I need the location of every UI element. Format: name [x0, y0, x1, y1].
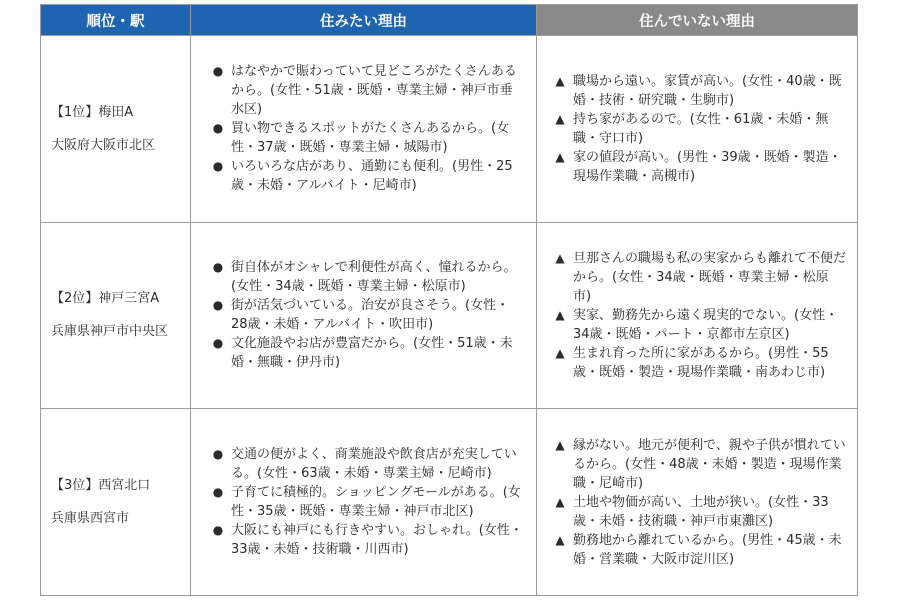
reason-text: 子育てに積極的。ショッピングモールがある。(女性・35歳・既婚・専業主婦・神戸市北区)	[231, 485, 521, 520]
reason-text: 職場から遠い。家賃が高い。(女性・40歳・既婚・技術・研究職・生駒市)	[573, 73, 842, 108]
reason-text: 街自体がオシャレで利便性が高く、憧れるから。(女性・34歳・既婚・専業主婦・松原市)	[231, 260, 517, 295]
bullet-triangle-icon: ▲	[555, 494, 565, 509]
bullet-circle-icon: ●	[212, 485, 224, 500]
ranking-table	[40, 4, 858, 596]
header-reasons-not: 住んでいない理由	[537, 5, 858, 36]
reason-text: 交通の便がよく、商業施設や飲食店が充実している。(女性・63歳・未婚・専業主婦・尼崎市)	[231, 447, 517, 482]
bullet-circle-icon: ●	[212, 523, 224, 538]
bullet-triangle-icon: ▲	[555, 250, 565, 265]
reason-text: 持ち家があるので。(女性・61歳・未婚・無職・守口市)	[573, 111, 829, 146]
header-row	[41, 5, 858, 36]
reason-text: 生まれ育った所に家があるから。(男性・55歳・既婚・製造・現場作業職・南あわじ市)	[573, 345, 829, 380]
want-reasons-cell	[191, 409, 537, 596]
list-item	[551, 531, 846, 569]
station-cell	[41, 222, 191, 409]
city-label: 大阪府大阪市北区	[51, 137, 156, 153]
list-item	[209, 62, 525, 119]
bullet-triangle-icon: ▲	[555, 111, 565, 126]
list-item	[551, 110, 846, 148]
reason-text: 街が活気づいている。治安が良さそう。(女性・28歳・未婚・アルバイト・吹田市)	[231, 298, 510, 333]
reason-text: 旦那さんの職場も私の実家からも離れて不便だから。(女性・34歳・既婚・専業主婦・松原市)	[573, 250, 847, 304]
city-label: 兵庫県神戸市中央区	[51, 324, 169, 340]
table-row	[41, 222, 858, 409]
city-label: 兵庫県西宮市	[51, 511, 130, 527]
not-reasons-cell	[537, 409, 858, 596]
table-row	[41, 36, 858, 223]
list-item	[551, 436, 846, 493]
reason-text: いろいろな店があり、通勤にも便利。(男性・25歳・未婚・アルバイト・尼崎市)	[231, 159, 513, 194]
rank-label: 【1位】梅田A	[51, 104, 134, 120]
reason-text: 勤務地から離れているから。(男性・45歳・未婚・営業職・大阪市淀川区)	[573, 532, 842, 567]
list-item	[551, 72, 846, 110]
list-item	[209, 157, 525, 195]
bullet-circle-icon: ●	[212, 64, 224, 79]
want-reasons-cell	[191, 222, 537, 409]
list-item	[209, 334, 525, 372]
bullet-triangle-icon: ▲	[555, 437, 565, 452]
list-item	[551, 249, 846, 306]
not-reasons-cell	[537, 222, 858, 409]
list-item	[551, 493, 846, 531]
bullet-triangle-icon: ▲	[555, 307, 565, 322]
list-item	[209, 119, 525, 157]
bullet-triangle-icon: ▲	[555, 149, 565, 164]
list-item	[209, 483, 525, 521]
list-item	[551, 344, 846, 382]
bullet-triangle-icon: ▲	[555, 73, 565, 88]
reason-text: 買い物できるスポットがたくさんあるから。(女性・37歳・既婚・専業主婦・城陽市)	[231, 121, 510, 156]
bullet-circle-icon: ●	[212, 447, 224, 462]
not-reasons-cell	[537, 36, 858, 223]
bullet-circle-icon: ●	[212, 121, 224, 136]
list-item	[209, 296, 525, 334]
reason-text: 大阪にも神戸にも行きやすい。おしゃれ。(女性・33歳・未婚・技術職・川西市)	[231, 523, 523, 558]
want-reasons-cell	[191, 36, 537, 223]
bullet-circle-icon: ●	[212, 159, 224, 174]
table-row	[41, 409, 858, 596]
list-item	[209, 445, 525, 483]
reason-text: 家の値段が高い。(男性・39歳・既婚・製造・現場作業職・高槻市)	[573, 149, 842, 184]
list-item	[551, 306, 846, 344]
station-cell	[41, 409, 191, 596]
reason-text: 実家、勤務先から遠く現実的でない。(女性・34歳・既婚・パート・京都市左京区)	[573, 307, 839, 342]
bullet-triangle-icon: ▲	[555, 345, 565, 360]
reason-text: 土地や物価が高い、土地が狭い。(女性・33歳・未婚・技術職・神戸市東灘区)	[573, 494, 829, 529]
list-item	[551, 148, 846, 186]
list-item	[209, 258, 525, 296]
bullet-circle-icon: ●	[212, 336, 224, 351]
bullet-circle-icon: ●	[212, 260, 224, 275]
reason-text: 文化施設やお店が豊富だから。(女性・51歳・未婚・無職・伊丹市)	[231, 336, 513, 371]
bullet-triangle-icon: ▲	[555, 532, 565, 547]
rank-label: 【2位】神戸三宮A	[51, 291, 160, 307]
station-cell	[41, 36, 191, 223]
list-item	[209, 521, 525, 559]
reason-text: はなやかで賑わっていて見どころがたくさんあるから。(女性・51歳・既婚・専業主婦・神戸市垂水区)	[231, 64, 517, 118]
reason-text: 縁がない。地元が便利で、親や子供が慣れているから。(女性・48歳・未婚・製造・現場作業職・尼崎市)	[573, 437, 846, 491]
header-reasons-want: 住みたい理由	[191, 5, 537, 36]
bullet-circle-icon: ●	[212, 298, 224, 313]
header-rank-station: 順位・駅	[41, 5, 191, 36]
rank-label: 【3位】西宮北口	[51, 478, 151, 494]
